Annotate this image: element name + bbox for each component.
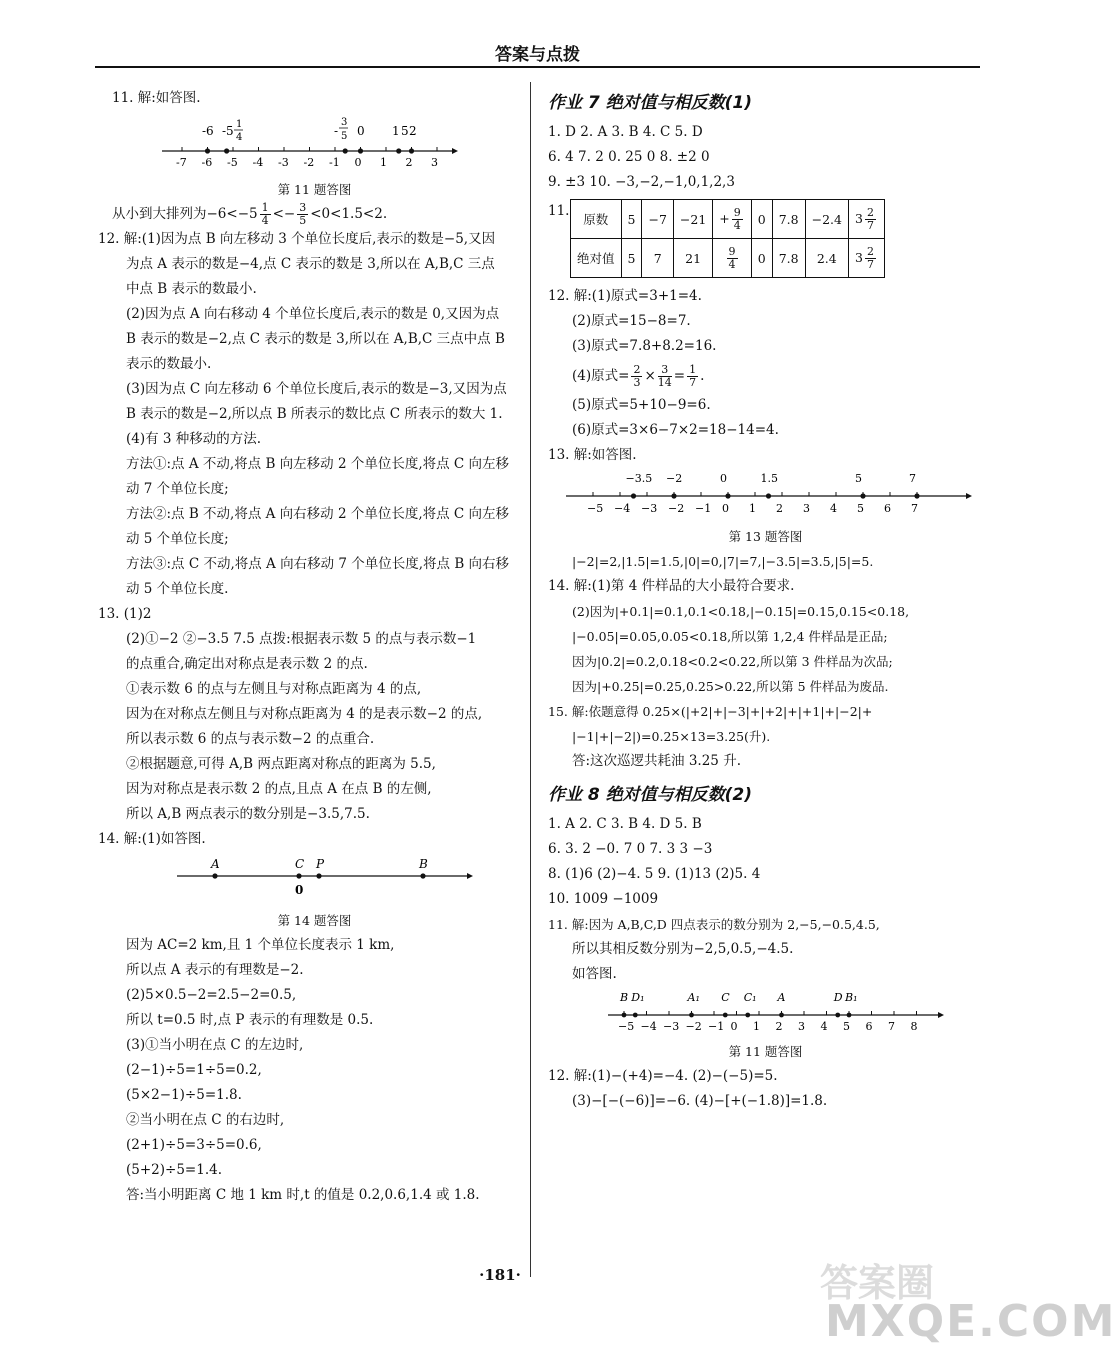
q13-head: 13. 解:如答图. <box>548 447 637 463</box>
q11b-top-labels <box>619 991 858 1004</box>
watermark-text: MXQE.COM <box>825 1296 1116 1347</box>
q12-line: (3)原式=7.8+8.2=16. <box>572 338 717 354</box>
q15-line: |−1|+|−2|)=0.25×13=3.25(升). <box>572 729 771 744</box>
q12-line: 12. 解:(1)因为点 B 向左移动 3 个单位长度后,表示的数是−5,又因 <box>98 231 496 247</box>
table-cell: $\frac{9}{4}$ <box>713 239 751 278</box>
data-point <box>396 148 401 153</box>
q13-line: 因为在对称点左侧且与对称点距离为 4 的是表示数−2 的点, <box>126 706 483 722</box>
order-frac-1: $\frac{1}{4}$ <box>261 201 269 227</box>
watermark-logo: 答案圈 <box>820 1261 935 1305</box>
tick-label: 1 <box>753 1020 760 1033</box>
data-point <box>205 148 210 153</box>
point-label: −2 <box>666 472 683 485</box>
label-frac-a-den: 4 <box>236 132 243 143</box>
q12-line: (4)有 3 种移动的方法. <box>126 431 262 447</box>
table-head: 原数 <box>571 200 622 239</box>
tick-label: -7 <box>176 156 187 169</box>
tick-label: −3 <box>663 1020 680 1033</box>
s8-line: 1. A 2. C 3. B 4. D 5. B <box>548 816 702 832</box>
data-point <box>343 148 348 153</box>
q15-line: 15. 解:依题意得 0.25×(|+2|+|−3|+|+2|+|+1|+|−2|+ <box>548 704 873 719</box>
table-cell: 2.4 <box>805 239 848 278</box>
point-label: −3.5 <box>625 472 653 485</box>
tick-label: −2 <box>668 502 685 515</box>
q13-line: 的点重合,确定出对称点是表示数 2 的点. <box>126 656 368 672</box>
q12-line: 方法③:点 C 不动,将点 A 向右移动 7 个单位长度,将点 B 向右移 <box>126 556 510 572</box>
table-cell: 7.8 <box>772 239 805 278</box>
page-header: 答案与点拨 <box>495 45 580 65</box>
point-label: 0 <box>720 472 727 485</box>
tick-label: -1 <box>329 156 340 169</box>
left-column <box>98 86 517 1208</box>
data-point <box>860 493 865 498</box>
table-row <box>571 200 885 239</box>
q12-line: 方法①:点 A 不动,将点 B 向左移动 2 个单位长度,将点 C 向左移 <box>126 456 510 472</box>
point-label: B <box>620 991 629 1004</box>
column-divider <box>530 82 531 1277</box>
q14-line: 因为|0.2|=0.2,0.18<0.2<0.22,所以第 3 件样品为次品; <box>572 654 893 669</box>
point-p <box>316 873 321 878</box>
q14-line: (2+1)÷5=3÷5=0.6, <box>126 1137 262 1153</box>
q12-line: 中点 B 表示的数最小. <box>126 281 257 297</box>
label-two: 2 <box>409 124 417 138</box>
tick-label: −4 <box>640 1020 657 1033</box>
q14-line: |−0.05|=0.05,0.05<0.18,所以第 1,2,4 件样品是正品; <box>572 629 888 644</box>
point-label: C <box>721 991 730 1004</box>
tick-label: 8 <box>910 1020 918 1033</box>
q11b-caption: 第 11 题答图 <box>728 1044 803 1059</box>
q11-table-block <box>548 199 983 278</box>
q14-line: (2)5×0.5−2=2.5−2=0.5, <box>126 987 297 1003</box>
section-title-7: 作业 7 绝对值与相反数(1) <box>548 93 753 113</box>
data-point <box>622 1013 627 1018</box>
q12-line: (6)原式=3×6−7×2=18−14=4. <box>572 422 779 438</box>
data-point <box>409 148 414 153</box>
tick-label: 4 <box>820 1020 828 1033</box>
q14-line: 答:当小明距离 C 地 1 km 时,t 的值是 0.2,0.6,1.4 或 1.8. <box>126 1187 480 1203</box>
q12-line: 动 5 个单位长度; <box>126 531 229 547</box>
tick-label: −1 <box>695 502 712 515</box>
data-point <box>835 1013 840 1018</box>
table-cell: 21 <box>673 239 712 278</box>
table-cell: + $\frac{9}{4}$ <box>713 200 751 239</box>
data-point <box>725 493 730 498</box>
q14-line: 所以点 A 表示的有理数是−2. <box>126 962 304 978</box>
s8-line: 6. 3. 2 −0. 7 0 7. 3 3 −3 <box>548 841 713 857</box>
q12b-line: (3)−[−(−6)]=−6. (4)−[+(−1.8)]=1.8. <box>572 1093 828 1109</box>
q13-line: (2)①−2 ②−3.5 7.5 点拨:根据表示数 5 的点与表示数−1 <box>126 631 477 647</box>
tick-label: 2 <box>405 156 413 169</box>
q12b-line: 12. 解:(1)−(+4)=−4. (2)−(−5)=5. <box>548 1068 778 1084</box>
tick-label: −4 <box>614 502 631 515</box>
table-cell: −7 <box>642 200 673 239</box>
q15-line: 答:这次巡逻共耗油 3.25 升. <box>572 753 741 769</box>
tick-label: −3 <box>641 502 658 515</box>
label-p: P <box>316 857 325 871</box>
tick-label: 5 <box>843 1020 850 1033</box>
label-c: C <box>295 857 305 871</box>
q12-line: (5)原式=5+10−9=6. <box>572 397 711 413</box>
tick-label: 7 <box>911 502 918 515</box>
tick-label: 0 <box>730 1020 738 1033</box>
tick-label: −2 <box>685 1020 702 1033</box>
tick-label: 3 <box>431 156 438 169</box>
data-point <box>631 493 636 498</box>
q12-line: 动 5 个单位长度. <box>126 581 229 597</box>
table-cell: 7 <box>642 239 673 278</box>
q13-line: 所以 A,B 两点表示的数分别是−3.5,7.5. <box>126 806 370 822</box>
point-label: A <box>777 991 786 1004</box>
order-frac-2: $\frac{3}{5}$ <box>299 201 307 227</box>
point-label: 5 <box>855 472 862 485</box>
s7-line: 1. D 2. A 3. B 4. C 5. D <box>548 124 703 140</box>
q12-line: (2)因为点 A 向右移动 4 个单位长度后,表示的数是 0,又因为点 <box>126 306 500 322</box>
tick-label: -4 <box>252 156 264 169</box>
q14-line: (3)①当小明在点 C 的左边时, <box>126 1037 304 1053</box>
right-column <box>548 86 983 1114</box>
q11-head: 11. 解:如答图. <box>112 90 201 106</box>
q11-number-line <box>112 113 517 175</box>
label-one: 1 <box>392 124 400 138</box>
label-b: B <box>419 857 428 871</box>
axis-arrow <box>452 148 458 154</box>
tick-label: 2 <box>776 502 783 515</box>
label-zero: 0 <box>295 883 304 897</box>
table-cell: 5 <box>621 239 642 278</box>
q13-line: ②根据题意,可得 A,B 两点距离对称点的距离为 5.5, <box>126 756 436 772</box>
abs-value-table <box>570 199 885 278</box>
s7-line: 6. 4 7. 2 0. 25 0 8. ±2 0 <box>548 149 710 165</box>
data-point <box>914 493 919 498</box>
label-neg5: -5 <box>222 124 234 138</box>
point-label: D <box>833 991 843 1004</box>
label-five: 5 <box>401 124 409 138</box>
label-frac-a-num: 1 <box>236 119 243 130</box>
point-label: 7 <box>909 472 916 485</box>
q12-line: 动 7 个单位长度; <box>126 481 229 497</box>
q13-line: |−2|=2,|1.5|=1.5,|0|=0,|7|=7,|−3.5|=3.5,|5|=5. <box>572 554 874 569</box>
s8-line: 8. (1)6 (2)−4. 5 9. (1)13 (2)5. 4 <box>548 866 761 882</box>
label-zero: 0 <box>357 124 365 138</box>
q11-label: 11. <box>548 203 570 219</box>
tick-label: 4 <box>830 502 837 515</box>
tick-label: 3 <box>803 502 810 515</box>
page-number: ·181· <box>479 1266 521 1284</box>
q11b-number-line <box>548 989 983 1037</box>
tick-label: 3 <box>798 1020 805 1033</box>
tick-label: 5 <box>857 502 864 515</box>
tick-label: -5 <box>227 156 238 169</box>
tick-label: −5 <box>618 1020 635 1033</box>
q14-line: (5+2)÷5=1.4. <box>126 1162 222 1178</box>
tick-label: 2 <box>775 1020 783 1033</box>
q13-top-labels <box>626 472 917 485</box>
q13-line: ①表示数 6 的点与左侧且与对称点距离为 4 的点, <box>126 681 422 697</box>
point-label: B₁ <box>845 991 858 1004</box>
q14-line: ②当小明在点 C 的右边时, <box>126 1112 285 1128</box>
tick-label: 0 <box>354 156 362 169</box>
tick-label: −1 <box>708 1020 725 1033</box>
tick-label: 1 <box>380 156 387 169</box>
data-point <box>723 1013 728 1018</box>
data-point <box>358 148 363 153</box>
q11-ticks <box>176 147 438 169</box>
tick-label: 0 <box>722 502 729 515</box>
q12-line: 12. 解:(1)原式=3+1=4. <box>548 288 702 304</box>
q12-line: B 表示的数是−2,点 C 表示的数是 3,所以在 A,B,C 三点中点 B <box>126 331 505 347</box>
table-head: 绝对值 <box>571 239 622 278</box>
q12-line-4: (4)原式= $\frac{2}{3}$ × $\frac{3}{14}$ = $\frac{1}{7}$ . <box>572 363 705 389</box>
q11b-line: 如答图. <box>572 966 617 982</box>
label-frac-b-num: 3 <box>341 117 348 128</box>
q14-line: (2−1)÷5=1÷5=0.2, <box>126 1062 262 1078</box>
data-point <box>847 1013 852 1018</box>
tick-label: 1 <box>749 502 756 515</box>
s8-line: 10. 1009 −1009 <box>548 891 659 907</box>
table-cell: −21 <box>673 200 712 239</box>
table-cell: 5 <box>621 200 642 239</box>
q14-caption: 第 14 题答图 <box>277 913 352 928</box>
label-neg-frac: - <box>334 124 339 138</box>
q14-number-line <box>112 854 517 906</box>
table-cell: −2.4 <box>805 200 848 239</box>
point-b <box>420 873 425 878</box>
tick-label: -2 <box>303 156 315 169</box>
tick-label: -6 <box>201 156 213 169</box>
header-rule <box>95 66 980 68</box>
q12-line: B 表示的数是−2,所以点 B 所表示的数比点 C 所表示的数大 1. <box>126 406 503 422</box>
q14-line: 因为 AC=2 km,且 1 个单位长度表示 1 km, <box>126 937 395 953</box>
q11-order: 从小到大排列为−6<−5 $\frac{1}{4}$ <− $\frac{3}{5}$ <0<1.5<2. <box>112 201 388 227</box>
s7-line: 9. ±3 10. −3,−2,−1,0,1,2,3 <box>548 174 735 190</box>
q14-line: (2)因为|+0.1|=0.1,0.1<0.18,|−0.15|=0.15,0.15<0.18, <box>572 604 910 619</box>
table-cell: 3 $\frac{2}{7}$ <box>848 239 884 278</box>
q14-head: 14. 解:(1)如答图. <box>98 831 206 847</box>
data-point <box>671 493 676 498</box>
q12-line: 表示的数最小. <box>126 356 212 372</box>
q13-line: 所以表示数 6 的点与表示数−2 的点重合. <box>126 731 375 747</box>
data-point <box>689 1013 694 1018</box>
data-point <box>779 1013 784 1018</box>
point-a <box>212 873 217 878</box>
q14-line: 所以 t=0.5 时,点 P 表示的有理数是 0.5. <box>126 1012 374 1028</box>
point-label: A₁ <box>687 991 700 1004</box>
data-point <box>766 493 771 498</box>
q13-caption: 第 13 题答图 <box>728 529 803 544</box>
point-label: C₁ <box>743 991 757 1004</box>
tick-label: -3 <box>278 156 289 169</box>
q11b-line: 所以其相反数分别为−2,5,0.5,−4.5. <box>572 941 794 957</box>
tick-label: −5 <box>587 502 604 515</box>
q12-line: (3)因为点 C 向左移动 6 个单位长度后,表示的数是−3,又因为点 <box>126 381 507 397</box>
data-point <box>745 1013 750 1018</box>
q14-line: (5×2−1)÷5=1.8. <box>126 1087 242 1103</box>
point-c <box>296 873 301 878</box>
q12-line: (2)原式=15−8=7. <box>572 313 691 329</box>
q11b-line: 11. 解:因为 A,B,C,D 四点表示的数分别为 2,−5,−0.5,4.5, <box>548 917 880 932</box>
label-frac-b-den: 5 <box>341 131 348 142</box>
table-cell: 7.8 <box>772 200 805 239</box>
q14-line: 14. 解:(1)第 4 件样品的大小最符合要求. <box>548 578 795 594</box>
q13-number-line <box>548 470 983 522</box>
table-cell: 0 <box>751 239 772 278</box>
q13-line: 因为对称点是表示数 2 的点,且点 A 在点 B 的左侧, <box>126 781 432 797</box>
label-a: A <box>211 857 220 871</box>
section-title-8: 作业 8 绝对值与相反数(2) <box>548 785 753 805</box>
point-label: D₁ <box>631 991 645 1004</box>
q12-line: 为点 A 表示的数是−4,点 C 表示的数是 3,所以在 A,B,C 三点 <box>126 256 495 272</box>
label-neg6: -6 <box>202 124 214 138</box>
q11-caption: 第 11 题答图 <box>277 182 352 197</box>
tick-label: 6 <box>865 1020 873 1033</box>
point-label: 1.5 <box>760 472 778 485</box>
data-point <box>633 1013 638 1018</box>
table-cell: 0 <box>751 200 772 239</box>
q12-line: 方法②:点 B 不动,将点 A 向右移动 2 个单位长度,将点 C 向左移 <box>126 506 510 522</box>
q13-line: 13. (1)2 <box>98 606 152 622</box>
tick-label: 7 <box>888 1020 895 1033</box>
table-cell: 3 $\frac{2}{7}$ <box>848 200 884 239</box>
tick-label: 6 <box>884 502 891 515</box>
q14-line: 因为|+0.25|=0.25,0.25>0.22,所以第 5 件样品为废品. <box>572 679 889 694</box>
table-row <box>571 239 885 278</box>
data-point <box>224 148 229 153</box>
q11b-ticks <box>618 1011 918 1033</box>
